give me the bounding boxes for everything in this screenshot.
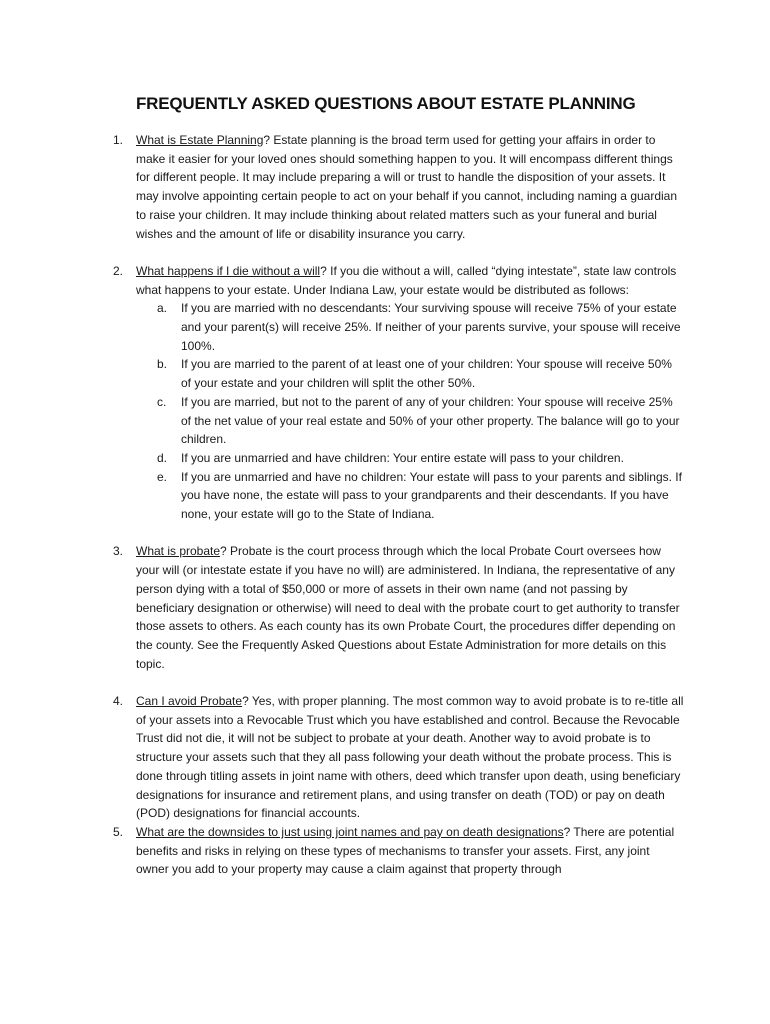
faq-answer: ? Yes, with proper planning. The most common way to avoid probate is to re-title all of your assets into a Revocable Trust which you have established and control. Because the Revocable Trust did not die, it will not be subject to probate at your death. Another way to avoid probate is to structure your assets such that they all pass following your death without the probate process. This is done through titling assets in joint name with others, deed which transfer upon death, using beneficiary designations for insurance and retirement plans, and using transfer on death (TOD) or pay on death (POD) designations for financial accounts. — [136, 694, 684, 821]
sub-item-b — [136, 355, 684, 392]
faq-number: 1. — [113, 133, 124, 147]
faq-answer: ? If you die without a will, called “dying intestate”, state law controls what happens to your estate. Under Indiana Law, your estate would be distributed as follows: — [136, 263, 677, 297]
faq-question: What are the downsides to just using joint names and pay on death designations — [136, 824, 564, 839]
sub-text: If you are married to the parent of at least one of your children: Your spouse will receive 50% of your estate and your children will split the other 50%. — [181, 357, 672, 391]
sub-text: If you are married, but not to the parent of any of your children: Your spouse will receive 25% of the net value of your real estate and 50% of your other property. The balance will go to your children. — [181, 394, 680, 447]
faq-question: Can I avoid Probate — [136, 694, 243, 709]
sub-letter: e. — [157, 469, 168, 484]
intestate-sublist — [136, 299, 684, 523]
faq-list — [0, 131, 770, 879]
faq-item-5 — [0, 823, 684, 879]
sub-text: If you are unmarried and have children: Your entire estate will pass to your children. — [181, 450, 624, 465]
faq-number: 3. — [113, 544, 124, 559]
sub-item-c — [136, 393, 684, 449]
faq-number: 4. — [113, 694, 124, 709]
sub-letter: c. — [157, 394, 167, 409]
faq-answer: ? Estate planning is the broad term used for getting your affairs in order to make it easier for your loved ones should something happen to you. It will encompass different things for different people. It may include preparing a will or trust to handle the disposition of your assets. It may involve appointing certain people to act on your behalf if you cannot, including naming a guardian to raise your children. It may include thinking about related matters such as your funeral and burial wishes and the amount of life or disability insurance you carry. — [136, 133, 678, 241]
sub-text: If you are married with no descendants: Your surviving spouse will receive 75% of your estate and your parent(s) will receive 25%. If neither of your parents survive, your spouse will receive 100%. — [181, 301, 681, 353]
sub-letter: a. — [157, 301, 168, 316]
faq-answer: ? There are potential benefits and risks in relying on these types of mechanisms to transfer your assets. First, any joint owner you add to your property may cause a claim against that property through — [136, 824, 675, 877]
faq-item-2 — [0, 262, 684, 524]
faq-question: What is probate — [136, 544, 221, 559]
faq-item-4 — [0, 692, 684, 823]
sub-item-e — [136, 468, 684, 524]
faq-item-1 — [0, 131, 684, 243]
sub-item-d — [136, 449, 684, 468]
sub-item-a — [136, 299, 684, 355]
sub-letter: b. — [157, 357, 168, 372]
page-title: FREQUENTLY ASKED QUESTIONS ABOUT ESTATE PLANNING — [136, 94, 636, 113]
faq-answer: ? Probate is the court process through which the local Probate Court oversees how your will (or intestate estate if you have no will) are administered. In Indiana, the representative of any person dying with a total of $50,000 or more of assets in their own name (and not passing by beneficiary designation or otherwise) will need to deal with the probate court to get authority to transfer those assets to others. As each county has its own Probate Court, the procedures differ depending on the county. See the Frequently Asked Questions about Estate Administration for more details on this topic. — [136, 544, 680, 671]
faq-number: 5. — [113, 824, 124, 839]
sub-letter: d. — [157, 450, 168, 465]
faq-question: What happens if I die without a will — [136, 263, 321, 278]
sub-text: If you are unmarried and have no children: Your estate will pass to your parents and siblings. If you have none, the estate will pass to your grandparents and their descendants. If you have none, your estate will go to the State of Indiana. — [181, 469, 682, 522]
faq-number: 2. — [113, 263, 124, 278]
faq-item-3 — [0, 542, 684, 673]
faq-question: What is Estate Planning — [136, 133, 264, 147]
